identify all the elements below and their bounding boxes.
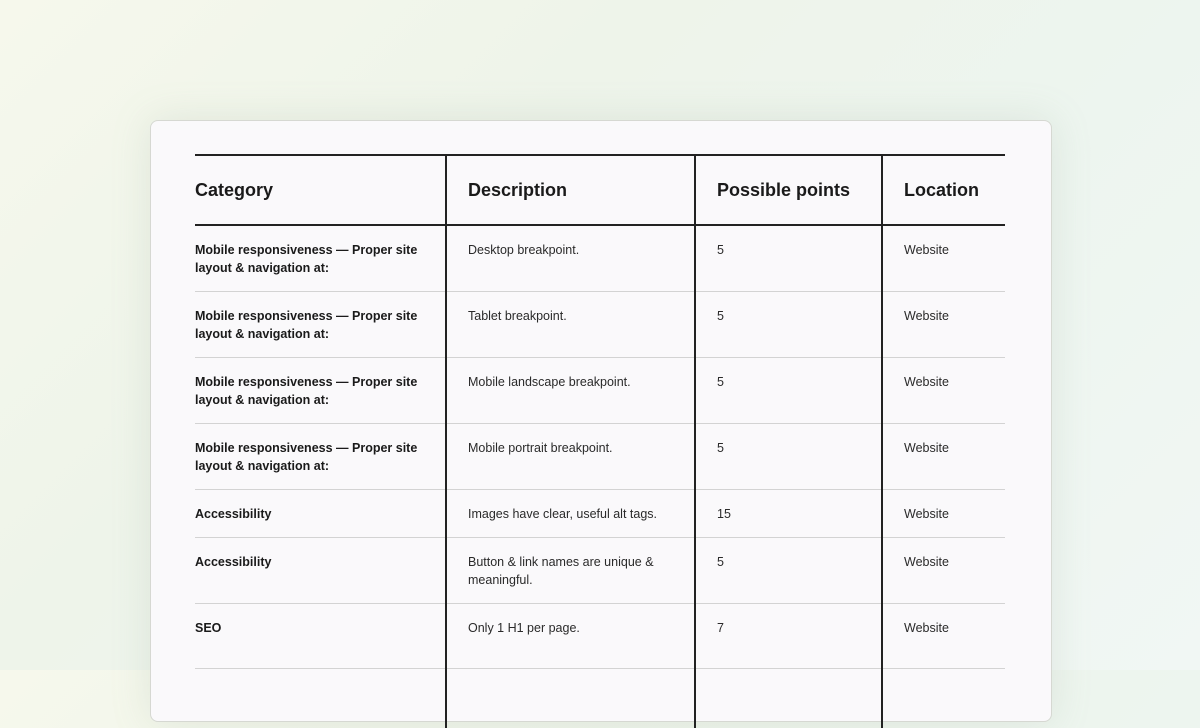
cell-location: Website bbox=[882, 225, 1005, 292]
cell-points: 5 bbox=[695, 292, 882, 358]
cell-empty bbox=[446, 669, 695, 728]
header-possible-points: Possible points bbox=[695, 155, 882, 225]
rubric-table bbox=[195, 154, 1005, 728]
cell-location: Website bbox=[882, 358, 1005, 424]
table-row bbox=[195, 358, 1005, 424]
cell-category: Mobile responsiveness — Proper site layout & navigation at: bbox=[195, 292, 446, 358]
cell-empty bbox=[195, 669, 446, 728]
table-row bbox=[195, 538, 1005, 604]
cell-points: 5 bbox=[695, 538, 882, 604]
cell-description: Desktop breakpoint. bbox=[446, 225, 695, 292]
cell-category: Mobile responsiveness — Proper site layout & navigation at: bbox=[195, 424, 446, 490]
cell-category: Accessibility bbox=[195, 538, 446, 604]
cell-points: 5 bbox=[695, 225, 882, 292]
table-row bbox=[195, 225, 1005, 292]
table-row bbox=[195, 604, 1005, 669]
cell-points: 7 bbox=[695, 604, 882, 669]
header-category: Category bbox=[195, 155, 446, 225]
cell-description: Button & link names are unique & meaningful. bbox=[446, 538, 695, 604]
table-row bbox=[195, 424, 1005, 490]
cell-category: Mobile responsiveness — Proper site layout & navigation at: bbox=[195, 358, 446, 424]
cell-description: Images have clear, useful alt tags. bbox=[446, 490, 695, 538]
table-row bbox=[195, 292, 1005, 358]
cell-points: 5 bbox=[695, 358, 882, 424]
cell-description: Mobile portrait breakpoint. bbox=[446, 424, 695, 490]
cell-points: 5 bbox=[695, 424, 882, 490]
cell-description: Mobile landscape breakpoint. bbox=[446, 358, 695, 424]
table-header-row bbox=[195, 155, 1005, 225]
cell-empty bbox=[695, 669, 882, 728]
cell-location: Website bbox=[882, 538, 1005, 604]
cell-category: SEO bbox=[195, 604, 446, 669]
cell-empty bbox=[882, 669, 1005, 728]
cell-location: Website bbox=[882, 424, 1005, 490]
rubric-card bbox=[150, 120, 1052, 722]
table-row-continuation bbox=[195, 669, 1005, 728]
cell-category: Mobile responsiveness — Proper site layout & navigation at: bbox=[195, 225, 446, 292]
cell-category: Accessibility bbox=[195, 490, 446, 538]
header-location: Location bbox=[882, 155, 1005, 225]
cell-description: Only 1 H1 per page. bbox=[446, 604, 695, 669]
cell-location: Website bbox=[882, 292, 1005, 358]
cell-location: Website bbox=[882, 604, 1005, 669]
cell-location: Website bbox=[882, 490, 1005, 538]
table-row bbox=[195, 490, 1005, 538]
cell-points: 15 bbox=[695, 490, 882, 538]
header-description: Description bbox=[446, 155, 695, 225]
cell-description: Tablet breakpoint. bbox=[446, 292, 695, 358]
